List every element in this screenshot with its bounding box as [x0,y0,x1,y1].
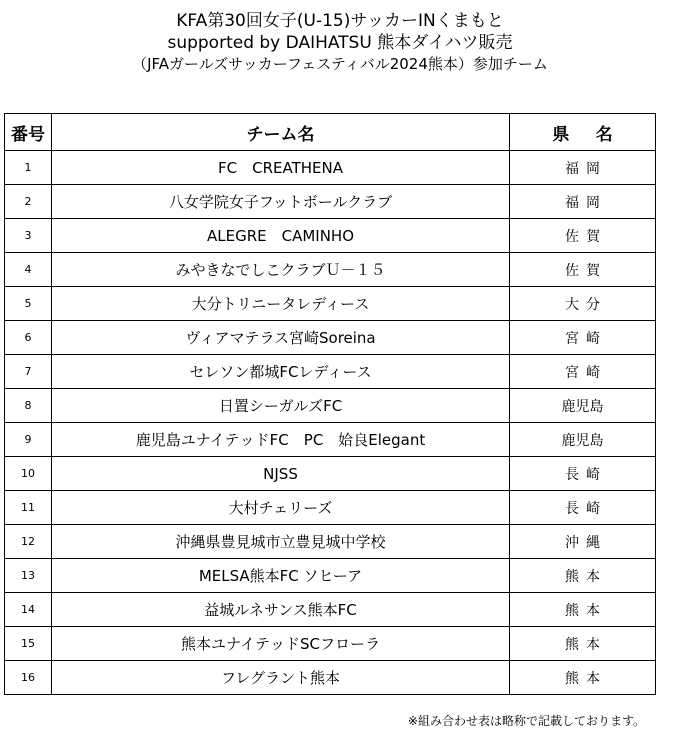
team-name: FC CREATHENA [52,151,510,185]
prefecture-name: 福岡 [510,185,656,219]
table-row [5,593,656,627]
team-number: 2 [5,185,52,219]
prefecture-name: 佐賀 [510,219,656,253]
team-number: 3 [5,219,52,253]
table-row [5,457,656,491]
title-line-3: （JFAガールズサッカーフェスティバル2024熊本）参加チーム [132,55,548,73]
prefecture-name: 鹿児島 [510,423,656,457]
table-row [5,151,656,185]
team-name: MELSA熊本FC ソヒーア [52,559,510,593]
prefecture-name: 福岡 [510,151,656,185]
table-row [5,355,656,389]
team-number: 12 [5,525,52,559]
team-number: 15 [5,627,52,661]
prefecture-name: 鹿児島 [510,389,656,423]
team-name: 大村チェリーズ [52,491,510,525]
teams-table [4,113,656,695]
column-header-team: チーム名 [52,114,510,151]
team-name: 八女学院女子フットボールクラブ [52,185,510,219]
table-row [5,559,656,593]
table-row [5,627,656,661]
team-number: 4 [5,253,52,287]
prefecture-name: 大分 [510,287,656,321]
team-number: 9 [5,423,52,457]
prefecture-name: 熊本 [510,559,656,593]
table-row [5,185,656,219]
prefecture-name: 佐賀 [510,253,656,287]
team-number: 5 [5,287,52,321]
table-body [5,151,656,695]
footnote: ※組み合わせ表は略称で記載しております。 [407,714,645,728]
prefecture-name: 宮崎 [510,355,656,389]
team-number: 14 [5,593,52,627]
team-number: 7 [5,355,52,389]
table-row [5,491,656,525]
table-row [5,423,656,457]
team-name: 益城ルネサンス熊本FC [52,593,510,627]
team-number: 16 [5,661,52,695]
prefecture-name: 宮崎 [510,321,656,355]
title-line-1: KFA第30回女子(U-15)サッカーINくまもと [176,11,504,31]
table-row [5,321,656,355]
team-name: 鹿児島ユナイテッドFC PC 姶良Elegant [52,423,510,457]
table-header-row [5,114,656,151]
team-name: フレグラント熊本 [52,661,510,695]
team-number: 1 [5,151,52,185]
table-row [5,253,656,287]
table-row [5,389,656,423]
table-row [5,661,656,695]
document-header [0,10,680,75]
team-name: NJSS [52,457,510,491]
prefecture-name: 熊本 [510,661,656,695]
team-number: 6 [5,321,52,355]
team-name: 日置シーガルズFC [52,389,510,423]
team-number: 10 [5,457,52,491]
prefecture-name: 熊本 [510,627,656,661]
team-name: ヴィアマテラス宮崎Soreina [52,321,510,355]
prefecture-name: 長崎 [510,457,656,491]
team-name: 大分トリニータレディース [52,287,510,321]
column-header-number: 番号 [5,114,52,151]
title-line-2: supported by DAIHATSU 熊本ダイハツ販売 [167,33,513,53]
team-number: 8 [5,389,52,423]
team-name: セレソン都城FCレディース [52,355,510,389]
table-row [5,219,656,253]
team-name: 沖縄県豊見城市立豊見城中学校 [52,525,510,559]
team-number: 11 [5,491,52,525]
team-name: みやきなでしこクラブＵ－１５ [52,253,510,287]
team-number: 13 [5,559,52,593]
team-name: ALEGRE CAMINHO [52,219,510,253]
column-header-prefecture: 県 名 [510,114,656,151]
table-row [5,525,656,559]
team-name: 熊本ユナイテッドSCフローラ [52,627,510,661]
prefecture-name: 熊本 [510,593,656,627]
prefecture-name: 沖縄 [510,525,656,559]
table-row [5,287,656,321]
prefecture-name: 長崎 [510,491,656,525]
